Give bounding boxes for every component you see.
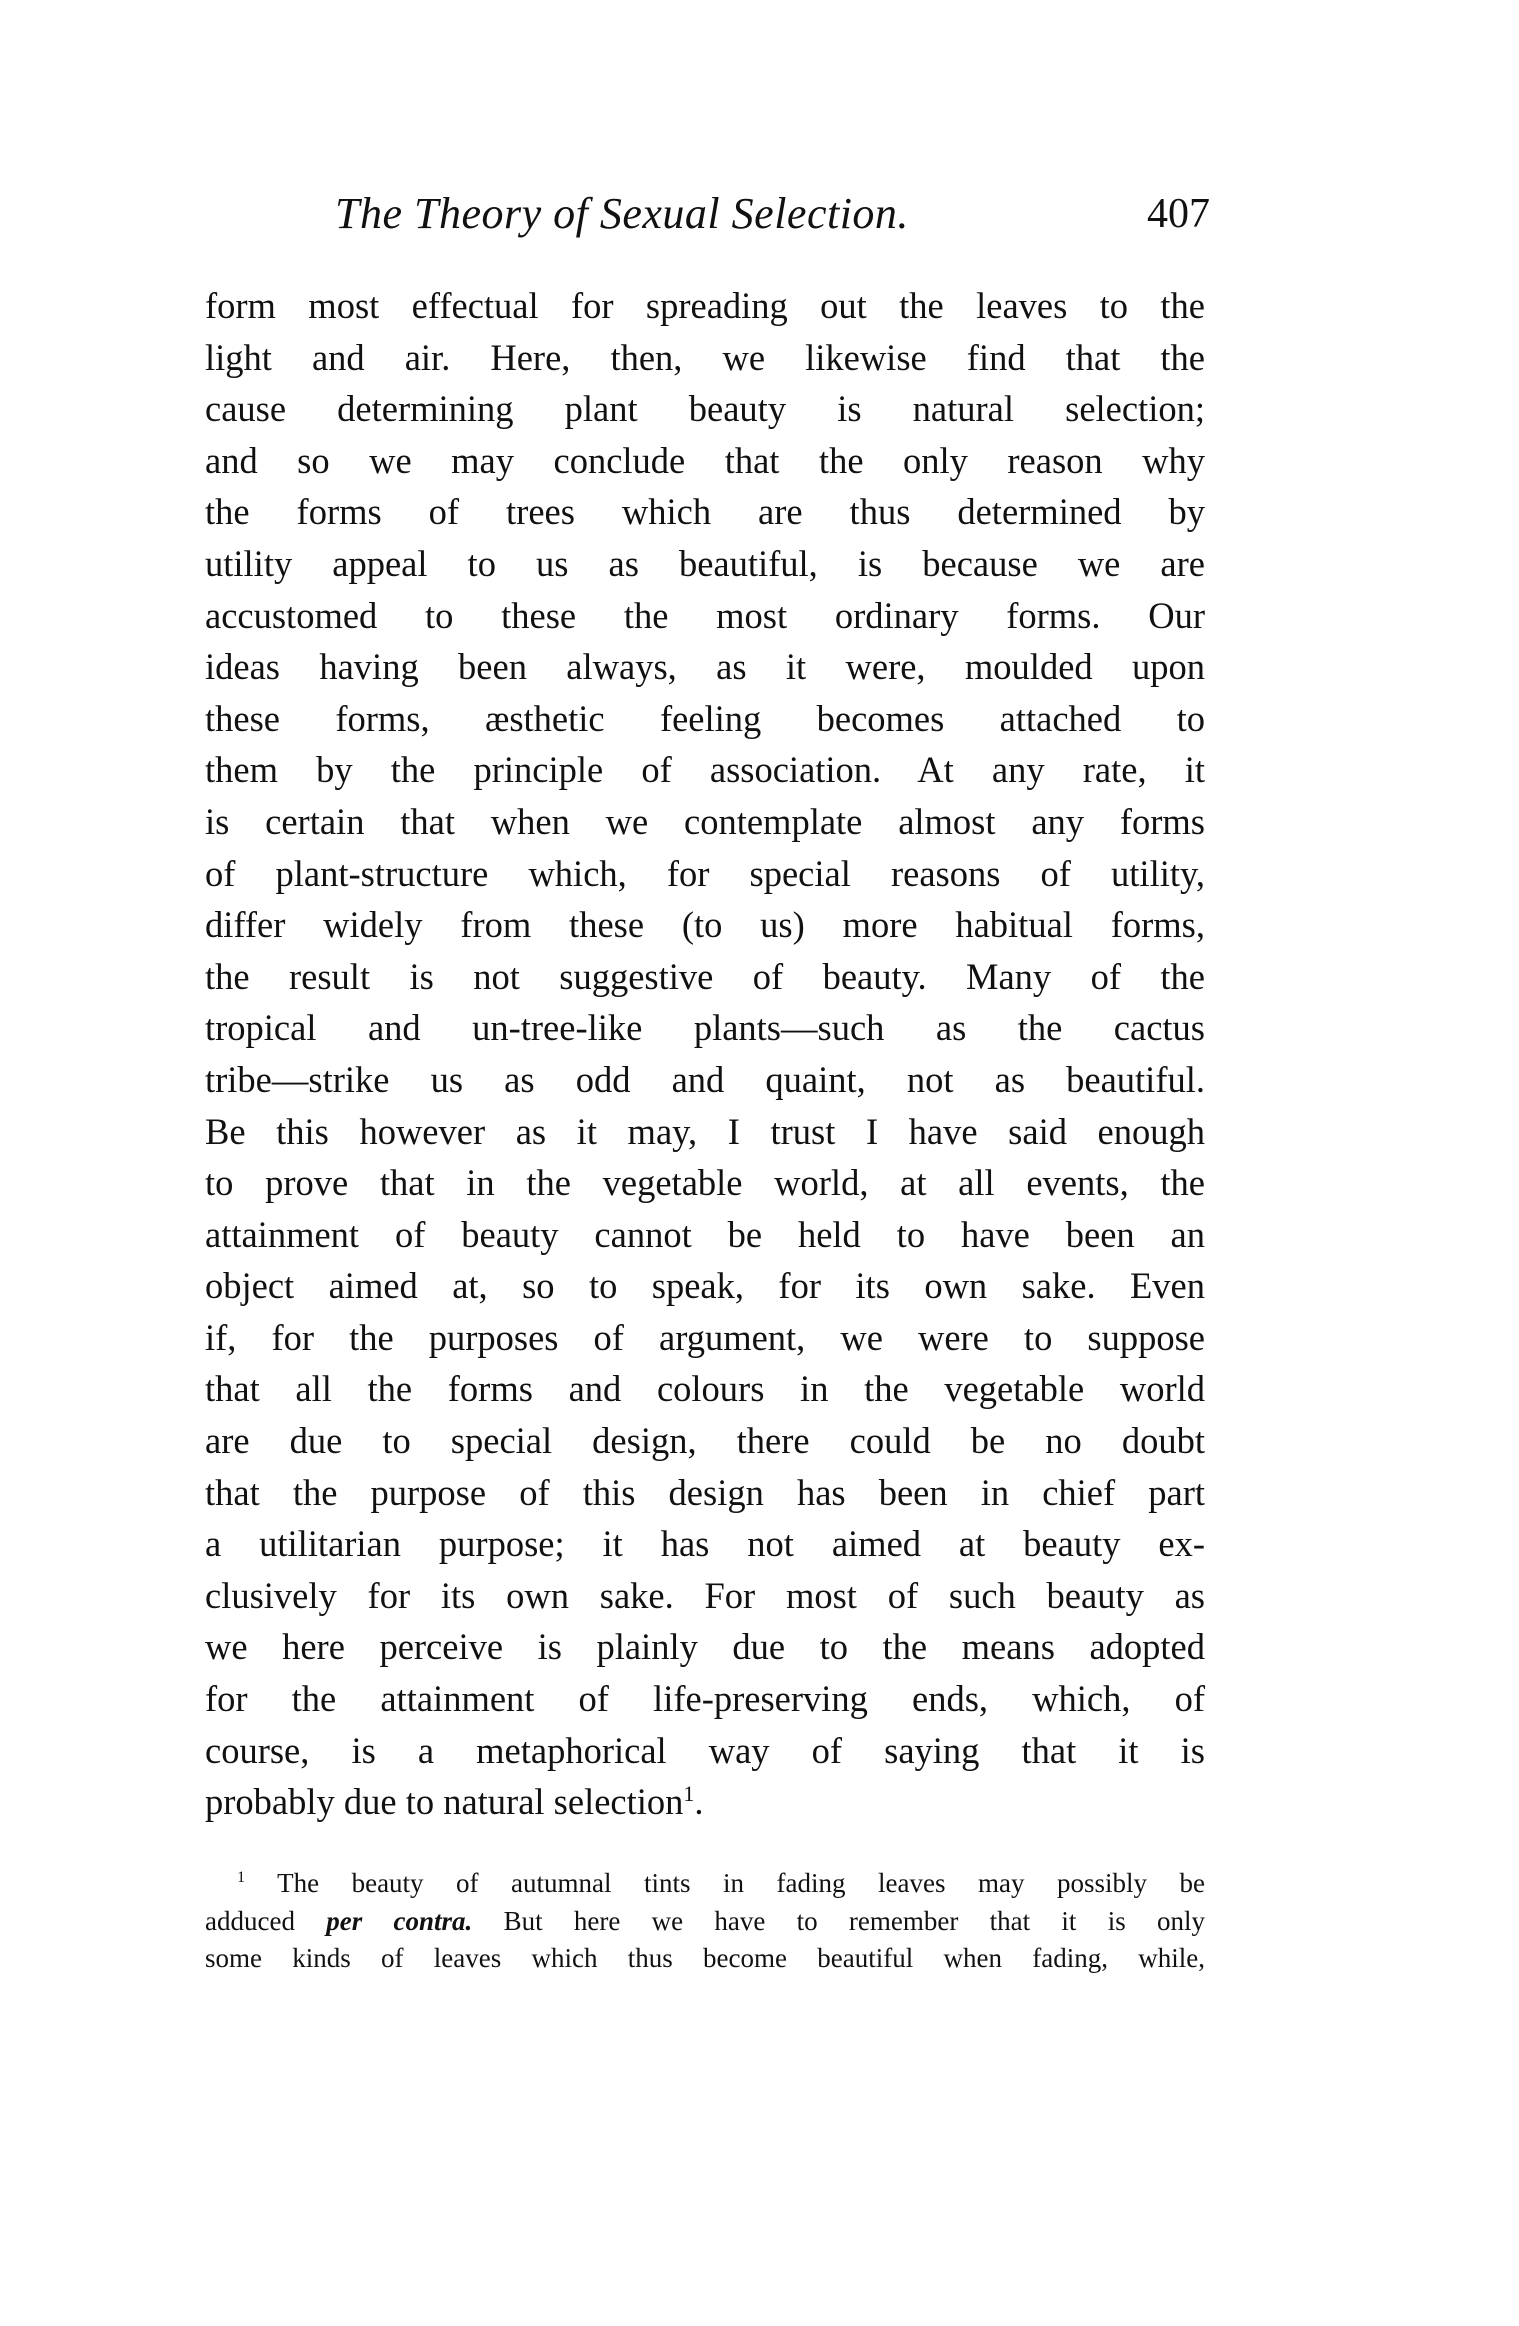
- body-line: accustomed to these the most ordinary forms. Our: [205, 594, 1205, 636]
- body-line: are due to special design, there could be no doubt: [205, 1420, 1205, 1462]
- footnotes: [205, 1865, 1205, 1978]
- footnote-reference[interactable]: 1: [683, 1781, 695, 1807]
- body-line: tropical and un-tree-like plants—such as the cactus: [205, 1007, 1205, 1049]
- body-line: of plant-structure which, for special reasons of utility,: [205, 852, 1205, 894]
- page-number: 407: [1147, 191, 1210, 237]
- body-line: for the attainment of life-preserving ends, which, of: [205, 1678, 1205, 1720]
- final-punctuation: .: [694, 1781, 704, 1823]
- body-line: that all the forms and colours in the vegetable world: [205, 1368, 1205, 1410]
- body-line: Be this however as it may, I trust I have said enough: [205, 1110, 1205, 1152]
- body-text: [205, 280, 1205, 1828]
- footnote-line: [205, 1865, 1205, 1903]
- body-line: that the purpose of this design has been in chief part: [205, 1471, 1205, 1513]
- footnote-line: [205, 1903, 1205, 1941]
- body-line: is certain that when we contemplate almost any forms: [205, 800, 1205, 842]
- body-line: the result is not suggestive of beauty. Many of the: [205, 955, 1205, 997]
- body-line: utility appeal to us as beautiful, is because we are: [205, 542, 1205, 584]
- footnote-line: some kinds of leaves which thus become beautiful when fading, while,: [205, 1943, 1205, 1973]
- body-line-last: [205, 1776, 1205, 1828]
- footnote-text: adduced: [205, 1905, 327, 1936]
- body-line: and so we may conclude that the only reason why: [205, 439, 1205, 481]
- body-line: these forms, æsthetic feeling becomes attached to: [205, 697, 1205, 739]
- body-line: we here perceive is plainly due to the means adopted: [205, 1626, 1205, 1668]
- body-line: ideas having been always, as it were, moulded upon: [205, 646, 1205, 688]
- body-line: object aimed at, so to speak, for its own sake. Even: [205, 1265, 1205, 1307]
- body-line: cause determining plant beauty is natural selection;: [205, 388, 1205, 430]
- running-head: [335, 188, 1210, 248]
- footnote-italic-phrase: per contra.: [326, 1905, 473, 1936]
- body-line: to prove that in the vegetable world, at all events, the: [205, 1162, 1205, 1204]
- body-line: differ widely from these (to us) more habitual forms,: [205, 904, 1205, 946]
- body-line: the forms of trees which are thus determined by: [205, 491, 1205, 533]
- body-line: them by the principle of association. At any rate, it: [205, 749, 1205, 791]
- footnote-text: But here we have to remember that it is only: [472, 1905, 1206, 1936]
- footnote-text: The beauty of autumnal tints in fading leaves may possibly be: [277, 1868, 1205, 1898]
- body-line-text: probably due to natural selection: [205, 1781, 684, 1823]
- body-line: attainment of beauty cannot be held to have been an: [205, 1213, 1205, 1255]
- body-line: light and air. Here, then, we likewise find that the: [205, 336, 1205, 378]
- footnote-marker: 1: [237, 1868, 246, 1886]
- body-line: form most effectual for spreading out the leaves to the: [205, 285, 1205, 326]
- running-head-title: The Theory of Sexual Selection.: [335, 189, 909, 238]
- body-line: clusively for its own sake. For most of such beauty as: [205, 1574, 1205, 1616]
- body-line: if, for the purposes of argument, we were to suppose: [205, 1316, 1205, 1358]
- body-line: a utilitarian purpose; it has not aimed at beauty ex-: [205, 1523, 1205, 1565]
- body-line: course, is a metaphorical way of saying that it is: [205, 1729, 1205, 1771]
- body-line: tribe—strike us as odd and quaint, not as beautiful.: [205, 1058, 1205, 1100]
